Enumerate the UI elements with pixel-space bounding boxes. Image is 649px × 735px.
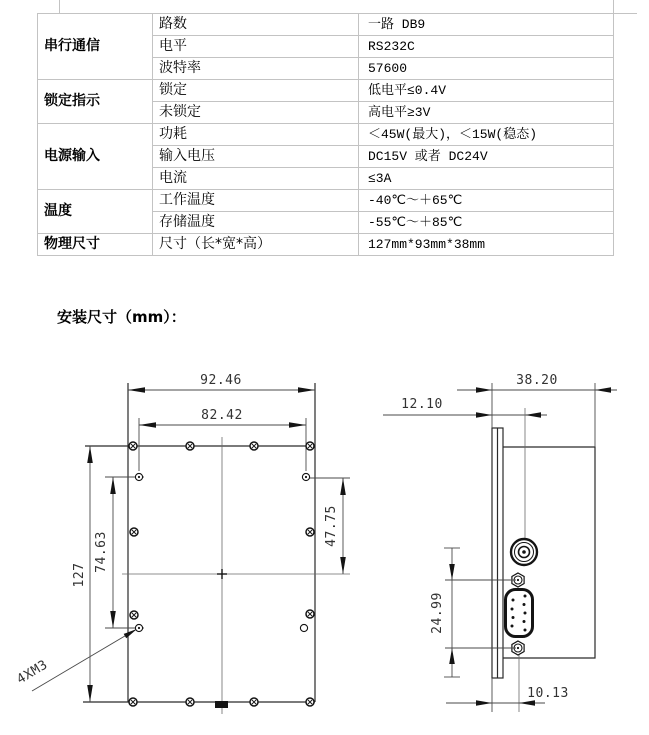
dim-height-left-label: 127 <box>72 562 87 588</box>
screw-hole-icon <box>129 698 137 706</box>
m3-hole-icon <box>135 624 142 631</box>
spec-value-cell: -40℃～＋65℃ <box>359 190 614 212</box>
screw-hole-icon <box>306 528 314 536</box>
table-row <box>38 80 614 102</box>
bottom-tab <box>215 701 228 708</box>
spec-label-cell: 存储温度 <box>153 212 359 234</box>
screw-hole-icon <box>130 611 138 619</box>
front-view-drawing <box>14 373 350 714</box>
sma-connector <box>511 408 537 565</box>
spec-label-cell: 路数 <box>153 14 359 36</box>
spec-value-cell: 127mm*93mm*38mm <box>359 234 614 256</box>
spec-label-cell: 未锁定 <box>153 102 359 124</box>
table-remnant-vertical-left <box>59 0 60 13</box>
spec-label-cell: 电流 <box>153 168 359 190</box>
dim-height-mid <box>94 477 144 628</box>
side-view-drawing <box>383 373 617 712</box>
spec-value-cell: 57600 <box>359 58 614 80</box>
screw-hole-icon <box>250 442 258 450</box>
spec-value-cell: 高电平≥3V <box>359 102 614 124</box>
dim-width-inner <box>139 408 306 471</box>
screw-hole-icon <box>306 698 314 706</box>
spec-group-header: 电源输入 <box>38 124 153 190</box>
spec-label-cell: 输入电压 <box>153 146 359 168</box>
table-row <box>38 14 614 36</box>
spec-group-header: 温度 <box>38 190 153 234</box>
dim-connector-span-label: 24.99 <box>430 592 445 634</box>
spec-group-header: 物理尺寸 <box>38 234 153 256</box>
spec-value-cell: 低电平≤0.4V <box>359 80 614 102</box>
spec-label-cell: 工作温度 <box>153 190 359 212</box>
spec-value-cell: RS232C <box>359 36 614 58</box>
screw-hole-icon <box>186 442 194 450</box>
spec-label-cell: 尺寸（长*宽*高） <box>153 234 359 256</box>
spec-value-cell: ≤3A <box>359 168 614 190</box>
thread-callout-label: 4XM3 <box>14 657 51 688</box>
screw-hole-icon <box>129 442 137 450</box>
installation-drawings <box>0 350 649 735</box>
spec-table <box>37 13 614 256</box>
dim-depth-label: 38.20 <box>516 373 558 388</box>
dim-height-right <box>306 478 350 574</box>
dim-top-offset <box>383 397 547 418</box>
table-row <box>38 124 614 146</box>
screw-hole-icon <box>306 610 314 618</box>
dim-bottom-offset-label: 10.13 <box>527 686 569 701</box>
spec-label-cell: 锁定 <box>153 80 359 102</box>
spec-label-cell: 波特率 <box>153 58 359 80</box>
spec-group-header: 锁定指示 <box>38 80 153 124</box>
table-remnant-vertical-right <box>613 0 614 13</box>
dim-height-right-label: 47.75 <box>324 505 339 547</box>
spec-label-cell: 电平 <box>153 36 359 58</box>
plain-hole-icon <box>300 624 307 631</box>
dim-height-left <box>72 446 93 702</box>
table-row <box>38 234 614 256</box>
spec-value-cell: -55℃～＋85℃ <box>359 212 614 234</box>
dim-width-inner-label: 82.42 <box>201 408 243 423</box>
spec-label-cell: 功耗 <box>153 124 359 146</box>
table-row <box>38 190 614 212</box>
screw-hole-icon <box>306 442 314 450</box>
spec-group-header: 串行通信 <box>38 14 153 80</box>
dim-height-mid-label: 74.63 <box>94 531 109 573</box>
section-heading: 安装尺寸（mm）： <box>57 308 186 326</box>
thread-callout <box>14 629 137 691</box>
screw-hole-icon <box>186 698 194 706</box>
m3-hole-icon <box>135 473 142 480</box>
dim-width-outer <box>128 373 315 393</box>
spec-value-cell: ＜45W(最大)，＜15W(稳态) <box>359 124 614 146</box>
dim-bottom-offset <box>446 678 569 712</box>
dim-width-outer-label: 92.46 <box>200 373 242 388</box>
spec-value-cell: 一路 DB9 <box>359 14 614 36</box>
spec-value-cell: DC15V 或者 DC24V <box>359 146 614 168</box>
screw-hole-icon <box>250 698 258 706</box>
m3-hole-icon <box>302 473 309 480</box>
table-remnant-horizontal <box>613 13 637 14</box>
dim-top-offset-label: 12.10 <box>401 397 443 412</box>
screw-hole-icon <box>130 528 138 536</box>
dim-depth <box>457 373 617 447</box>
